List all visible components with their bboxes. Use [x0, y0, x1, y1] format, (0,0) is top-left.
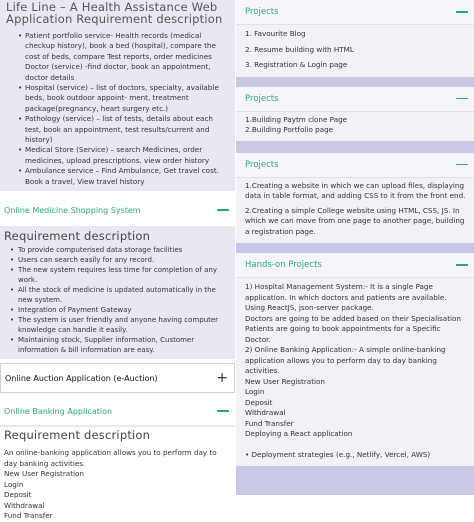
projects-section-1	[236, 0, 474, 77]
minus-icon[interactable]	[456, 11, 468, 13]
project-line: Withdrawal	[245, 408, 286, 417]
life-line-header	[0, 0, 235, 29]
list-item: • All the stock of medicine is updated automatically in the new system.	[10, 285, 231, 305]
section-title: Projects	[245, 159, 279, 170]
banking-line: Withdrawal	[4, 500, 45, 510]
list-item: • The new system requires less time for completion of any work.	[10, 265, 231, 285]
medicine-requirements	[0, 228, 235, 359]
section-header[interactable]	[236, 87, 474, 112]
list-item: • Pathology (service) – list of tests, details about each test, book an appointment, test results/current and history)	[18, 114, 229, 145]
project-line: 2.Building Portfolio page	[245, 125, 334, 134]
accordion-label: Online Medicine Shopping System	[4, 205, 141, 215]
list-item: • Ambulance service – Find Ambulance, Get travel cost. Book a travel, View travel history	[18, 166, 229, 187]
list-item: • Maintaining stock, Supplier information, Customer information & bill information are easy.	[10, 335, 231, 355]
banking-line: Deposit	[4, 490, 32, 500]
project-line: Deploying a React application	[245, 429, 353, 438]
list-item: • Patient portfolio service- Health records (medical checkup history), book a bed (hospital), compare the cost of beds, compare Test reports, order medicines Doctor (service) -find doctor, book an appointment, doctor details	[18, 31, 229, 83]
project-line: 1) Hospital Management System:- It is a single Page application. In which doctors and patients are available. Using ReactJS, json-server package.	[245, 282, 447, 312]
minus-icon[interactable]	[456, 164, 468, 166]
list-item: • Users can search easily for any record.	[10, 255, 231, 265]
requirement-heading: Requirement description	[4, 428, 151, 443]
section-header[interactable]	[236, 253, 474, 278]
accordion-auction[interactable]	[0, 363, 235, 393]
project-line: New User Registration	[245, 376, 325, 386]
list-item: • Medical Store (Service) – search Medicines, order medicines, upload prescriptions. view order history	[18, 145, 229, 166]
project-line: • Deployment strategies (e.g., Netlify, Vercel, AWS)	[245, 449, 431, 459]
projects-section-3	[236, 153, 474, 244]
project-line: 2) Online Banking Application:- A simple online-banking application allows you to perform day to day banking activities.	[245, 345, 446, 375]
accordion-banking[interactable]	[0, 397, 235, 427]
list-item: • The system is user friendly and anyone having computer knowledge can handle it easily.	[10, 315, 231, 335]
requirement-heading: Requirement description	[4, 229, 151, 244]
project-title: Life Line – A Health Assistance Web Application Requirement description	[6, 0, 223, 26]
project-line: Deposit	[245, 397, 273, 407]
section-title: Projects	[245, 93, 279, 104]
project-line: Patients are going to book appointments for a Specific Doctor.	[245, 324, 441, 344]
project-line: 1. Favourite Blog	[245, 29, 306, 38]
accordion-medicine-shopping[interactable]	[0, 194, 235, 228]
projects-section-2	[236, 87, 474, 141]
project-line: 1.Building Paytm clone Page	[245, 114, 348, 124]
minus-icon[interactable]	[456, 98, 468, 100]
list-item: • Hospital (service) – list of doctors, specialty, available beds, book outdoor appoint- ment, treatment package(pregnancy, heart surgery etc.)	[18, 83, 229, 114]
project-line: 1.Creating a website in which we can upload files, displaying data in table format, and adding CSS to it from the front end.	[245, 180, 466, 200]
requirement-body	[0, 243, 235, 359]
project-line: Fund Transfer	[245, 418, 294, 428]
minus-icon[interactable]	[217, 410, 229, 412]
life-line-list	[14, 31, 229, 187]
section-body	[236, 112, 474, 141]
requirement-list	[10, 245, 231, 355]
right-column	[236, 0, 474, 495]
banking-line: Login	[4, 479, 24, 489]
project-line: 2. Resume building with HTML	[245, 44, 354, 54]
list-item: • Integration of Payment Gateway	[10, 305, 231, 315]
accordion-label: Online Auction Application (e-Auction)	[5, 373, 158, 383]
project-line: 3. Registration & Login page	[245, 60, 348, 69]
project-line: Doctors are going to be added based on their Specialisation	[245, 313, 461, 323]
banking-line: New User Registration	[4, 469, 84, 479]
banking-intro: An online-banking application allows you to perform day to day banking activities.	[4, 448, 217, 468]
banking-requirements	[0, 427, 235, 522]
section-header[interactable]	[236, 153, 474, 178]
section-body	[236, 278, 474, 466]
section-title: Projects	[245, 7, 279, 17]
section-header[interactable]	[236, 0, 474, 25]
section-body	[236, 25, 474, 77]
minus-icon[interactable]	[456, 264, 468, 266]
section-body	[236, 178, 474, 244]
section-title: Hands-on Projects	[245, 260, 322, 270]
accordion-label: Online Banking Application	[4, 406, 113, 416]
left-column	[0, 0, 235, 522]
project-line: 2.Creating a simple College website using HTML, CSS, JS. In which we can move from one page to another page, building a registration page.	[245, 205, 465, 236]
minus-icon[interactable]	[217, 209, 229, 211]
life-line-description	[0, 29, 235, 191]
list-item: • To provide computerised data storage facilities	[10, 245, 231, 255]
hands-on-projects-section	[236, 253, 474, 466]
project-line: Login	[245, 387, 265, 396]
project-line	[245, 440, 466, 450]
banking-line: Fund Transfer	[4, 511, 53, 521]
plus-icon[interactable]: +	[216, 370, 228, 387]
